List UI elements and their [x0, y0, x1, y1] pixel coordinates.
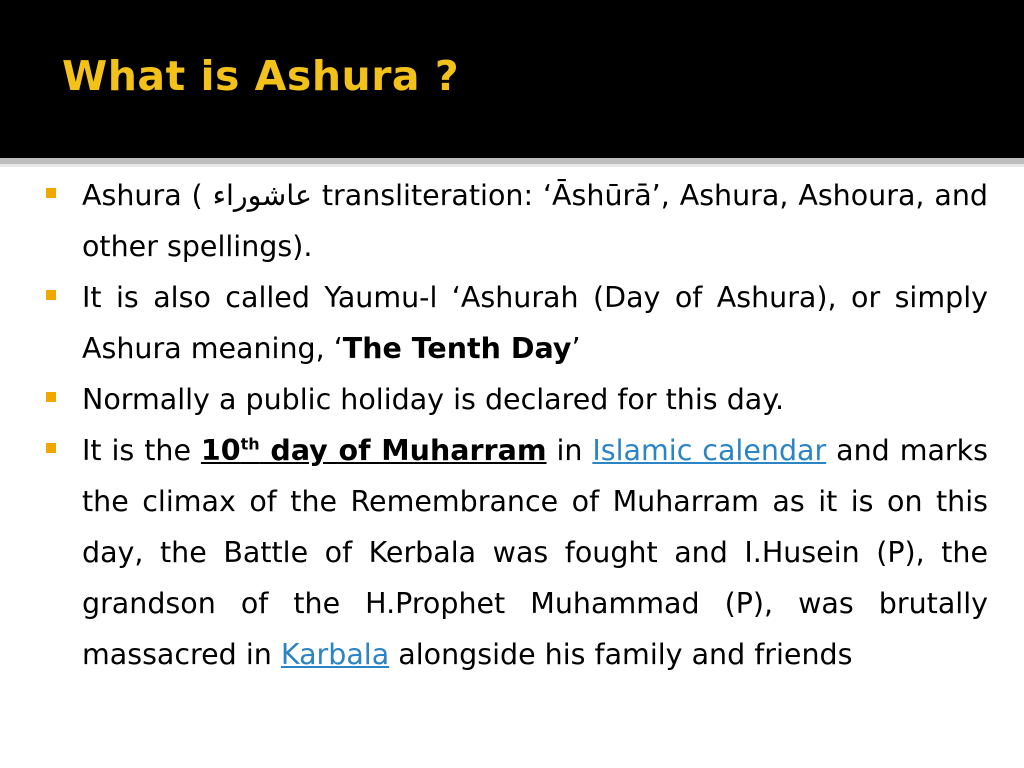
bullet-text: in	[546, 434, 593, 467]
karbala-link[interactable]: Karbala	[280, 638, 390, 671]
bullet-text: transliteration: ‘Āshūrā’, Ashura, Ashoura, and other spellings).	[82, 179, 989, 263]
bold-text: The Tenth Day	[342, 332, 572, 365]
slide-header	[0, 0, 1024, 158]
bullet-text: ’	[571, 332, 581, 365]
arabic-term: عاشوراء	[212, 179, 312, 212]
header-divider-light	[0, 164, 1024, 167]
bullet-marker-icon	[46, 392, 56, 402]
bullet-item	[42, 374, 988, 425]
bullet-item	[42, 170, 988, 272]
bold-text: day of Muharram	[259, 434, 547, 467]
islamic-calendar-link[interactable]: Islamic calendar	[592, 434, 827, 467]
bullet-text: alongside his family and friends	[389, 638, 853, 671]
slide-title: What is Ashura ?	[62, 52, 460, 100]
bullet-marker-icon	[46, 188, 56, 198]
day-number: 10	[200, 434, 241, 467]
bullet-item	[42, 425, 988, 680]
bullet-text: It is also called Yaumu-l ‘Ashurah (Day of Ashura), or simply Ashura meaning, ‘	[82, 281, 988, 365]
bullet-item	[42, 272, 988, 374]
bullet-text: It is the	[82, 434, 201, 467]
bullet-marker-icon	[46, 443, 56, 453]
bullet-text: Normally a public holiday is declared for this day.	[82, 383, 785, 416]
bullet-list	[42, 170, 988, 680]
bullet-text: and marks the climax of the Remembrance of Muharram as it is on this day, the Battle of Kerbala was fought and I.Husein (P), the grandson of the H.Prophet Muhammad (P), was brutally massacred in	[82, 434, 988, 671]
bullet-text: Ashura (	[82, 179, 213, 212]
bold-underlined-text	[201, 434, 547, 467]
bullet-marker-icon	[46, 290, 56, 300]
ordinal-suffix: th	[240, 434, 260, 454]
